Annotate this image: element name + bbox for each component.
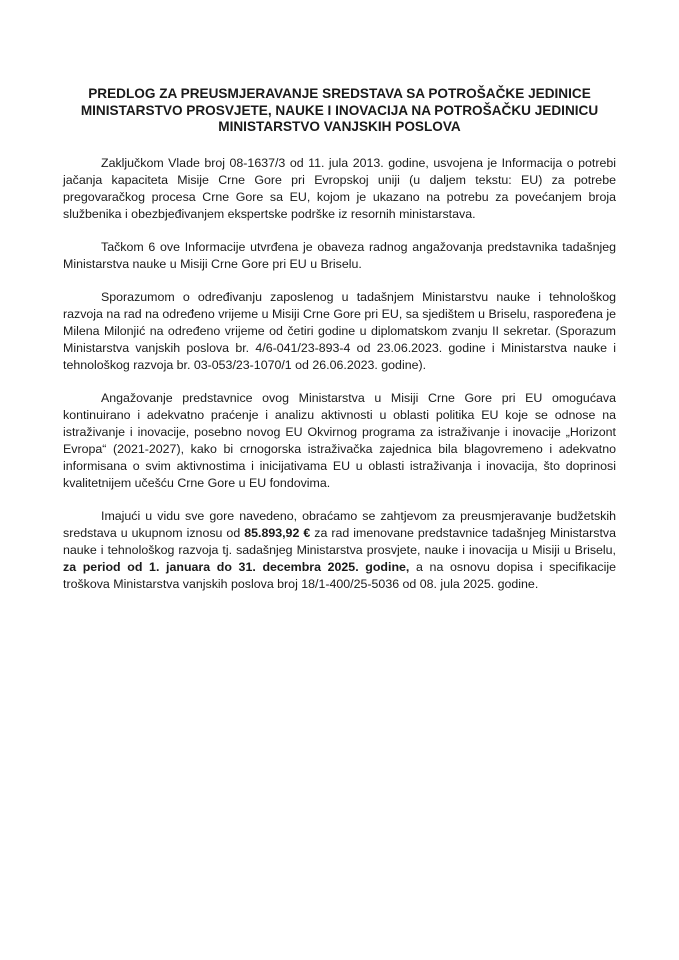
paragraph-engagement: Angažovanje predstavnice ovog Ministarstva u Misiji Crne Gore pri EU omogućava kontinuirano i adekvatno praćenje i analizu aktivnosti u oblasti politika EU koje se odnose na istraživanje i inovacije, posebno novog EU Okvirnog programa za istraživanje i inovacije „Horizont Evropa“ (2021-2027), kako bi crnogorska istraživačka zajednica bila blagovremeno i adekvatno informisana o svim aktivnostima i inicijativama EU u oblasti istraživanja i inovacija, što doprinosi kvalitetnijem učešću Crne Gore u EU fondovima.: [63, 390, 616, 490]
paragraph-conclusion: Zaključkom Vlade broj 08-1637/3 od 11. jula 2013. godine, usvojena je Informacija o potrebi jačanja kapaciteta Misije Crne Gore pri Evropskoj uniji (u daljem tekstu: EU) za potrebe pregovaračkog procesa Crne Gore sa EU, kojom je ukazano na potrebu za povećanjem broja službenika i obezbjeđivanjem ekspertske podrške iz resornih ministarstava.: [63, 155, 616, 221]
title-line: MINISTARSTVO VANJSKIH POSLOVA: [218, 119, 461, 134]
paragraph-agreement: Sporazumom o određivanju zaposlenog u tadašnjem Ministarstvu nauke i tehnološkog razvoja na rad na određeno vrijeme u Misiji Crne Gore pri EU, sa sjedištem u Briselu, raspoređena je Milena Milonjić na određeno vrijeme od četiri godine u diplomatskom zvanju II sekretar. (Sporazum Ministarstva vanjskih poslova br. 4/6-041/23-893-4 od 23.06.2023. godine i Ministarstva nauke i tehnološkog razvoja br. 03-053/23-1070/1 od 26.06.2023. godine).: [63, 289, 616, 372]
request-text: Imajući u vidu sve gore navedeno, obraćamo se zahtjevom za preusmjeravanje budžetskih sredstava u ukupnom iznosu od: [63, 508, 616, 540]
paragraph-request: [63, 508, 616, 593]
paragraph-item-6: Tačkom 6 ove Informacije utvrđena je obaveza radnog angažovanja predstavnika tadašnjeg Ministarstva nauke u Misiji Crne Gore pri EU u Briselu.: [63, 239, 616, 271]
document-title: [63, 86, 616, 136]
title-line: MINISTARSTVO PROSVJETE, NAUKE I INOVACIJA NA POTROŠAČKU JEDINICU: [80, 102, 599, 118]
document-page: [63, 86, 616, 609]
title-line: PREDLOG ZA PREUSMJERAVANJE SREDSTAVA SA POTROŠAČKE JEDINICE: [88, 86, 591, 101]
request-text: a na osnovu dopisa i specifikacije troškova Ministarstva vanjskih poslova broj 18/1-400/25-5036 od 08. jula 2025. godine.: [63, 559, 616, 591]
request-text: za rad imenovane predstavnice tadašnjeg Ministarstva nauke i tehnološkog razvoja tj. sadašnjeg Ministarstva prosvjete, nauke i inovacija u Misiji u Briselu,: [63, 525, 616, 557]
amount: 85.893,92 €: [244, 525, 311, 540]
period: za period od 1. januara do 31. decembra 2025. godine,: [63, 559, 410, 574]
